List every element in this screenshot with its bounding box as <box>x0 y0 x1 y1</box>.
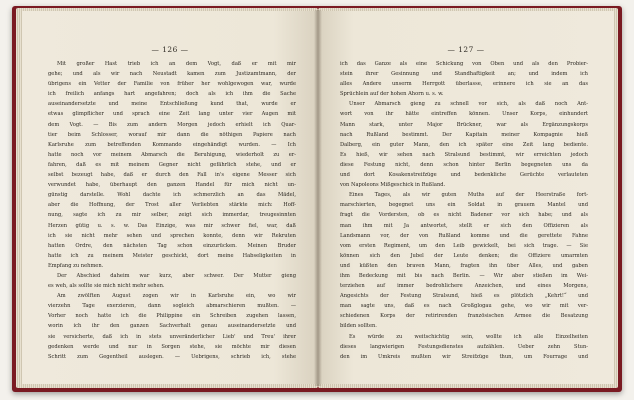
text-line: stein ihrer Gesinnung und Standhaftigkeit an; und indem ich <box>340 71 588 78</box>
text-line: ich sie nicht mehr sehen und sprechen konnte, denn wir Rekruten <box>48 232 296 239</box>
left-page-number: — 126 — <box>151 45 189 54</box>
text-line: Der Abschied daheim war kurz, aber schwer. Der Mutter gieng <box>57 272 296 279</box>
text-line: Eines Tages, als wir guten Muths auf der Heerstraße fort- <box>349 192 588 199</box>
text-line: alles Andere unserm Herrgott überlasse, erinnere ich sie an das <box>340 81 588 88</box>
text-line: Vorher noch hatte ich die Philippine ein Schreiben zugehen lassen, <box>48 313 296 320</box>
book-gutter <box>314 10 322 386</box>
text-line: etwas glimpflicher und sprach eine Zeit lang unter vier Augen mit <box>48 111 296 118</box>
text-line: ihm Bedeckung mit bis nach Berlin. — Wir aber stießen im Wei- <box>340 272 588 279</box>
text-line: sie versicherte, daß ich in stets unveränderlicher Lieb' und Treu' ihrer <box>48 333 296 340</box>
text-line: man ihm mit Ja antwortet, stellt er sich den Offizieren als <box>340 222 588 229</box>
left-page-text <box>22 59 318 362</box>
text-line: es weh, als sollte sie mich nicht mehr sehen. <box>48 283 165 290</box>
text-line: terziehen auf immer bedrohlichere Anzeichen, und eines Morgens, <box>340 283 588 290</box>
text-line: fragt die Vordersten, ob es nicht Badener vor sich habe; und als <box>340 212 588 219</box>
text-line: ich freilich anfangs hart angefahren; doch als ich ihm die Sache <box>48 91 296 98</box>
text-line: nach Rußland bestimmt. Der Kapitain meiner Kompagnie hieß <box>340 131 588 138</box>
text-line: Am zwölften August zogen wir in Karlsruhe ein, wo wir <box>57 293 296 300</box>
text-line: dieses langwierigen Festungsdienstes aufzählen. Ueber zehn Stun- <box>340 343 588 350</box>
text-line: Herzen gütig u. s. w. Das Einzige, was mir schwer fiel, war, daß <box>48 222 296 229</box>
text-line: vierzehn Tage exerzieren, dann sogleich abmarschieren mußten. — <box>48 303 296 310</box>
text-line: marschierten, begegnet uns ein Soldat in grauem Mantel und <box>340 202 588 209</box>
text-line: und dort Kosakenstreifzüge und bedenkliche Gerüchte verlauteten <box>340 172 588 179</box>
text-line: vom ersten Regiment, um den Leib gewickelt, bei sich trage. — Sie <box>340 242 588 249</box>
text-line: Schritt zum Gegentheil auslegen. — Uebrigens, schrieb ich, stehe <box>48 353 296 360</box>
text-line: hatten Ordre, den nächsten Tag schon einzurücken. Meinen Bruder <box>48 242 296 249</box>
text-line: fahren, daß es mit meinem Gegner nicht gefährlich stehe, und er <box>48 161 296 168</box>
text-line: Karlsruhe zum betreffenden Kommando eingehändigt wurden. — Ich <box>48 141 296 148</box>
text-line: Dalberg, ein guter Mann, den ich später eine Zeit lang bediente. <box>340 141 588 148</box>
text-line: gehe; und als wir nach Neustadt kamen zum Justizamtmann, der <box>48 71 296 78</box>
right-page-text <box>318 59 614 362</box>
right-page <box>318 11 614 384</box>
text-line: übrigens ein Vetter der Familie von früher her wohlgewogen war, wurde <box>48 81 296 88</box>
text-line: tier beim Schlosser, worauf mir dann die nöthigen Papiere nach <box>48 131 296 138</box>
text-line: von Napoleons Mißgeschick in Rußland. <box>340 182 446 189</box>
text-line: selbst bezeugt habe, daß er durch den Fall in's eigene Messer sich <box>48 172 296 179</box>
text-line: man sagte uns, daß es nach Großglogau gehe, wo wir mit ver- <box>340 303 588 310</box>
text-line: verwundet habe, überhaupt den ganzen Handel für mich nicht un- <box>48 182 296 189</box>
text-line: worin ich ihr den ganzen Sachverhalt genau auseinandersetzte und <box>48 323 296 330</box>
text-line: Es würde zu weitschichtig sein, wollte ich alle Einzelheiten <box>349 333 588 340</box>
text-line: bilden sollten. <box>340 323 377 330</box>
text-line: Empfang zu nehmen. <box>48 262 104 269</box>
text-line: Unser Abmarsch gieng zu schnell vor sich, als daß noch Ant- <box>349 101 588 108</box>
text-line: können sich den Jubel der Leute denken; die Offiziere umarmten <box>340 252 588 259</box>
text-line: Angesichts der Festung Stralsund, hieß es plötzlich „Kehrt!“ und <box>340 293 588 300</box>
text-line: wort von ihr hätte eintreffen können. Unser Korps, einhundert <box>340 111 588 118</box>
text-line: ich das Ganze als eine Schickung von Oben und als den Probier- <box>340 61 588 67</box>
text-line: auseinandersetzte und meine Entschließung kund that, wurde er <box>48 101 296 108</box>
text-line: günstig darstelle. Wohl dachte ich schmerzlich an das Mädel, <box>48 192 296 199</box>
text-line: hatte noch vor meinem Abmarsch die Beruhigung, wiederholt zu er- <box>48 151 296 158</box>
text-line: den im Umkreis mußten wir Streifzüge thun, um Fourrage und <box>340 353 588 360</box>
text-line: Landsmann vor, der von Rußland komme und die gerettete Fahne <box>340 232 588 239</box>
left-page <box>22 11 318 384</box>
text-line: nung, sagte ich zu mir selber, zeigt sich immerdar, treugesinnten <box>48 212 296 219</box>
text-line: und küßten den braven Mann, fragten ihn über Alles, und gaben <box>340 262 588 269</box>
right-page-number: — 127 — <box>447 45 485 54</box>
text-line: schiedenen Korps der retirirenden französischen Armee die Besatzung <box>340 313 588 320</box>
text-line: dem Vogt. — Bis zum andern Morgen jedoch erhielt ich Quar- <box>48 121 296 128</box>
text-line: Mit großer Hast trieb ich an dem Vogt, daß er mit mir <box>57 61 296 67</box>
text-line: gedenken werde und nur in Sorgen stehe, sie möchte mir diesen <box>48 343 296 350</box>
text-line: Mann stark, unter Major Brückner, war als Ergänzungskorps <box>340 121 588 128</box>
text-line: diese Festung nicht, denn schon hinter Berlin begegneten uns da <box>340 161 588 168</box>
text-line: aber die Hoffnung, der Trost aller Verliebten stärkte mich: Hoff- <box>48 202 296 209</box>
text-line: hatte ich zu meinem Meister geschickt, dort meine Habseligkeiten in <box>48 252 296 259</box>
text-line: Es hieß, wir sehen nach Stralsund bestimmt, wir erreichten jedoch <box>340 151 588 158</box>
text-line: Sprüchlein auf der hohen Ahorn u. s. w. <box>340 91 444 98</box>
